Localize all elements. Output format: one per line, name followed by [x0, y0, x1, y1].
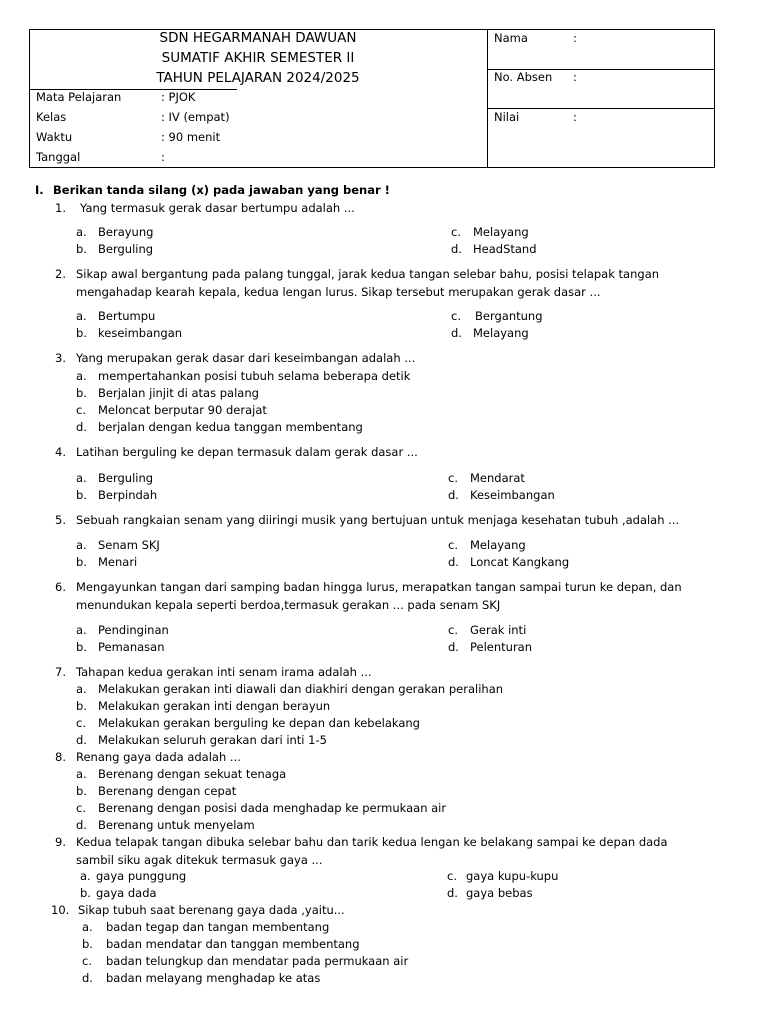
option-text: badan melayang menghadap ke atas [106, 971, 321, 985]
option-text: gaya dada [96, 886, 157, 900]
field-label-time: Waktu [36, 130, 73, 144]
option-text: mempertahankan posisi tubuh selama beberapa detik [98, 369, 411, 383]
option-letter: c. [448, 471, 458, 485]
option-text: badan mendatar dan tanggan membentang [106, 937, 360, 951]
option-text: Berguling [98, 242, 154, 256]
question-number: 3. [55, 351, 66, 365]
question-text: Renang gaya dada adalah ... [76, 750, 241, 764]
option-text: Senam SKJ [98, 538, 160, 552]
option-letter: a. [76, 309, 87, 323]
option-letter: b. [76, 488, 87, 502]
field-colon-absen: : [573, 70, 577, 84]
question-text: sambil siku agak ditekuk termasuk gaya ... [76, 853, 323, 867]
option-text: Pelenturan [470, 640, 533, 654]
question-number: 10. [51, 903, 70, 917]
option-letter: d. [448, 555, 459, 569]
question-text: Kedua telapak tangan dibuka selebar bahu dan tarik kedua lengan ke belakang sampai ke depan dada [76, 835, 668, 849]
field-colon-score: : [573, 110, 577, 124]
field-label-absen: No. Absen [494, 70, 553, 84]
question-number: 5. [55, 513, 66, 527]
field-label-score: Nilai [494, 110, 520, 124]
option-letter: a. [76, 225, 87, 239]
option-text: Melakukan gerakan inti dengan berayun [98, 699, 331, 713]
question-text: Sebuah rangkaian senam yang diiringi musik yang bertujuan untuk menjaga kesehatan tubuh ,adalah ... [76, 513, 680, 527]
question-number: 4. [55, 445, 66, 459]
question-text: Sikap awal bergantung pada palang tunggal, jarak kedua tangan selebar bahu, posisi telapak tangan [76, 267, 660, 281]
option-letter: d. [447, 886, 458, 900]
question-number: 7. [55, 665, 66, 679]
option-letter: c. [448, 538, 458, 552]
option-letter: c. [447, 869, 457, 883]
option-letter: a. [76, 369, 87, 383]
option-text: Berenang dengan cepat [98, 784, 237, 798]
option-text: Melayang [473, 326, 529, 340]
field-value-date: : [161, 150, 165, 164]
question-text: menundukan kepala seperti berdoa,termasuk gerakan ... pada senam SKJ [76, 598, 501, 612]
option-letter: b. [76, 699, 87, 713]
option-text: badan tegap dan tangan membentang [106, 920, 330, 934]
option-text: Berayung [98, 225, 154, 239]
option-text: badan telungkup dan mendatar pada permukaan air [106, 954, 409, 968]
option-letter: d. [451, 242, 462, 256]
option-text: Melakukan gerakan berguling ke depan dan kebelakang [98, 716, 420, 730]
field-value-time: : 90 menit [161, 130, 221, 144]
option-letter: b. [80, 886, 91, 900]
question-text: Latihan berguling ke depan termasuk dalam gerak dasar ... [76, 445, 418, 459]
option-letter: d. [82, 971, 93, 985]
field-colon-name: : [573, 31, 577, 45]
question-number: 8. [55, 750, 66, 764]
field-value-class: : IV (empat) [161, 110, 230, 124]
option-letter: c. [451, 309, 461, 323]
question-text: mengahadap kearah kepala, kedua lengan lurus. Sikap tersebut merupakan gerak dasar ... [76, 285, 601, 299]
option-letter: b. [76, 640, 87, 654]
section-instruction: Berikan tanda silang (x) pada jawaban yang benar ! [53, 183, 390, 197]
option-letter: b. [76, 555, 87, 569]
option-letter: c. [76, 716, 86, 730]
field-value-subject: : PJOK [161, 90, 196, 104]
option-text: Berjalan jinjit di atas palang [98, 386, 259, 400]
question-number: 1. [55, 201, 66, 215]
question-text: Yang merupakan gerak dasar dari keseimbangan adalah ... [76, 351, 416, 365]
question-number: 6. [55, 580, 66, 594]
option-text: gaya kupu-kupu [466, 869, 559, 883]
option-text: Mendarat [470, 471, 525, 485]
option-text: Berenang dengan posisi dada menghadap ke permukaan air [98, 801, 447, 815]
option-text: Melayang [470, 538, 526, 552]
option-text: gaya bebas [466, 886, 533, 900]
exam-name: SUMATIF AKHIR SEMESTER II [161, 50, 355, 66]
field-label-date: Tanggal [36, 150, 81, 164]
option-text: Pendinginan [98, 623, 169, 637]
option-text: Gerak inti [470, 623, 527, 637]
option-text: Berenang untuk menyelam [98, 818, 255, 832]
option-letter: c. [76, 801, 86, 815]
option-letter: a. [76, 471, 87, 485]
option-letter: a. [80, 869, 91, 883]
option-letter: d. [451, 326, 462, 340]
option-letter: b. [76, 326, 87, 340]
question-number: 9. [55, 835, 66, 849]
option-letter: d. [76, 733, 87, 747]
option-text: Pemanasan [98, 640, 165, 654]
option-letter: a. [82, 920, 93, 934]
option-letter: d. [448, 488, 459, 502]
option-letter: b. [76, 784, 87, 798]
option-text: Meloncat berputar 90 derajat [98, 403, 267, 417]
option-text: Bergantung [475, 309, 543, 323]
option-text: Keseimbangan [470, 488, 555, 502]
option-letter: c. [451, 225, 461, 239]
header-divider-vertical [487, 29, 488, 168]
option-text: Bertumpu [98, 309, 156, 323]
field-label-name: Nama [494, 31, 528, 45]
option-letter: a. [76, 538, 87, 552]
option-text: gaya punggung [96, 869, 187, 883]
option-letter: a. [76, 767, 87, 781]
question-text: Sikap tubuh saat berenang gaya dada ,yaitu... [78, 903, 345, 917]
option-letter: d. [76, 818, 87, 832]
option-text: Berguling [98, 471, 154, 485]
option-letter: b. [82, 937, 93, 951]
option-text: Melakukan gerakan inti diawali dan diakhiri dengan gerakan peralihan [98, 682, 504, 696]
question-text: Yang termasuk gerak dasar bertumpu adalah ... [80, 201, 355, 215]
option-text: Berpindah [98, 488, 158, 502]
option-letter: c. [82, 954, 92, 968]
option-letter: b. [76, 242, 87, 256]
option-text: Berenang dengan sekuat tenaga [98, 767, 287, 781]
section-number: I. [35, 183, 44, 197]
header-divider-right-2 [487, 108, 715, 109]
option-text: Menari [98, 555, 138, 569]
option-text: Loncat Kangkang [470, 555, 570, 569]
option-letter: a. [76, 682, 87, 696]
option-text: Melayang [473, 225, 529, 239]
option-letter: d. [76, 420, 87, 434]
question-number: 2. [55, 267, 66, 281]
school-name: SDN HEGARMANAH DAWUAN [159, 30, 357, 46]
option-text: Melakukan seluruh gerakan dari inti 1-5 [98, 733, 327, 747]
option-letter: d. [448, 640, 459, 654]
question-text: Mengayunkan tangan dari samping badan hingga lurus, merapatkan tangan sampai turun ke depan, dan [76, 580, 682, 594]
academic-year: TAHUN PELAJARAN 2024/2025 [156, 70, 360, 86]
option-letter: c. [76, 403, 86, 417]
option-text: keseimbangan [98, 326, 183, 340]
option-letter: a. [76, 623, 87, 637]
option-letter: b. [76, 386, 87, 400]
option-text: berjalan dengan kedua tanggan membentang [98, 420, 363, 434]
option-text: HeadStand [473, 242, 537, 256]
option-letter: c. [448, 623, 458, 637]
question-text: Tahapan kedua gerakan inti senam irama adalah ... [76, 665, 372, 679]
field-label-subject: Mata Pelajaran [36, 90, 122, 104]
field-label-class: Kelas [36, 110, 67, 124]
